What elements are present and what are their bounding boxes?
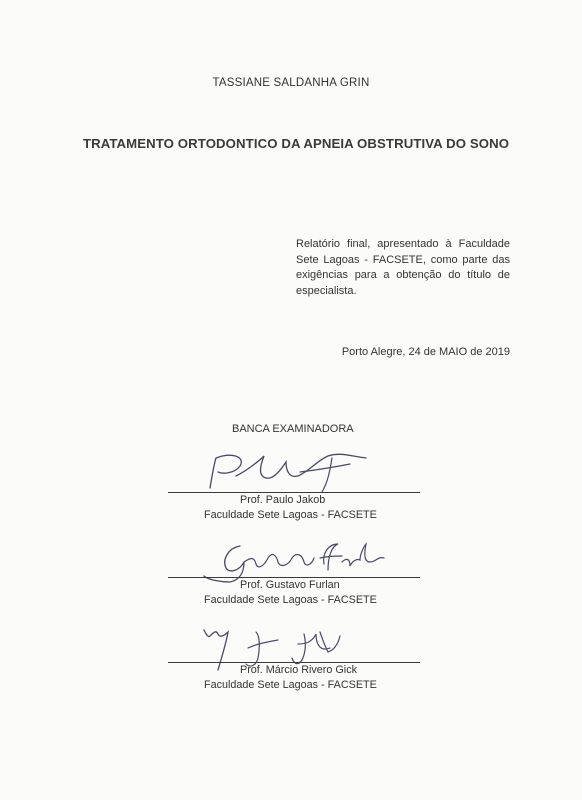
signature-line xyxy=(168,662,420,663)
examiner-name: Prof. Márcio Rivero Gick xyxy=(240,664,357,676)
examiner-name: Prof. Paulo Jakob xyxy=(240,494,326,506)
examiner-institution: Faculdade Sete Lagoas - FACSETE xyxy=(204,594,377,606)
signature-line xyxy=(168,577,420,578)
examiner-name: Prof. Gustavo Furlan xyxy=(240,579,340,591)
signature-line xyxy=(168,492,420,493)
examiner-institution: Faculdade Sete Lagoas - FACSETE xyxy=(204,679,377,691)
author-name: TASSIANE SALDANHA GRIN xyxy=(212,77,370,89)
place-and-date: Porto Alegre, 24 de MAIO de 2019 xyxy=(341,346,510,358)
signature-paulo-jakob xyxy=(200,446,380,496)
examiner-institution: Faculdade Sete Lagoas - FACSETE xyxy=(204,509,377,521)
report-description: Relatório final, apresentado à Faculdade Sete Lagoas - FACSETE, como parte das exigências para a obtenção do título de especialista. xyxy=(296,238,510,297)
document-title: TRATAMENTO ORTODONTICO DA APNEIA OBSTRUTIVA DO SONO xyxy=(82,136,510,151)
committee-heading: BANCA EXAMINADORA xyxy=(232,423,354,435)
